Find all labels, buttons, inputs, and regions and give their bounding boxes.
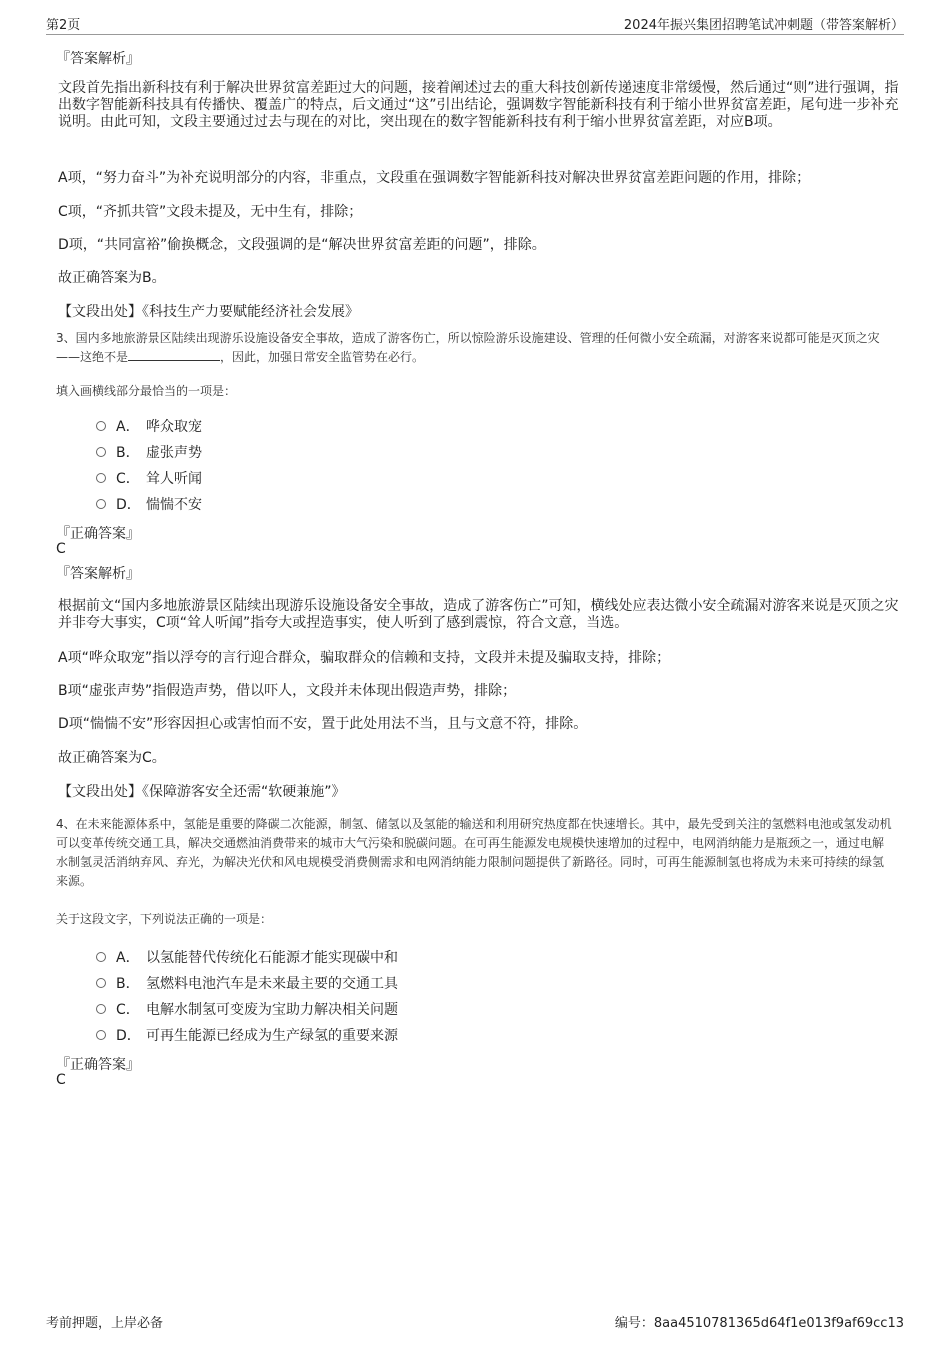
q3-option-a-analysis: A项“哗众取宠”指以浮夸的言行迎合群众，骗取群众的信赖和支持，文段并未提及骗取支持，排除； [58, 650, 671, 666]
radio-icon[interactable] [96, 1004, 106, 1014]
q2-analysis: 文段首先指出新科技有利于解决世界贫富差距过大的问题，接着阐述过去的重大科技创新传递速度非常缓慢，然后通过“则”进行强调，指出数字智能新科技具有传播快、覆盖广的特点，后文通过“这”引出结论，强调数字智能新科技有利于缩小世界贫富差距，尾句进一步补充说明。由此可知，文段主要通过过去与现在的对比，突出现在的数字智能新科技有利于缩小世界贫富差距，对应B项。 [58, 80, 899, 130]
q3-source: 【文段出处】《保障游客安全还需“软硬兼施”》 [58, 784, 346, 800]
q4-option-c[interactable]: C． 电解水制氢可变废为宝助力解决相关问题 [96, 999, 398, 1019]
q3-analysis-label: 『答案解析』 [56, 566, 140, 582]
q4-option-b[interactable]: B． 氢燃料电池汽车是未来最主要的交通工具 [96, 973, 398, 993]
radio-icon[interactable] [96, 447, 106, 457]
page-header [46, 14, 904, 35]
q2-conclusion: 故正确答案为B。 [58, 270, 166, 286]
q3-analysis: 根据前文“国内多地旅游景区陆续出现游乐设施设备安全事故，造成了游客伤亡”可知，横线处应表达微小安全疏漏对游客来说是灭顶之灾并非夸大事实，C项“耸人听闻”指夸大或捏造事实，使人听到了感到震惊，符合文意，当选。 [58, 598, 899, 631]
q3-answer: C [56, 541, 66, 557]
q4-option-a[interactable]: A． 以氢能替代传统化石能源才能实现碳中和 [96, 947, 398, 967]
q3-blank [128, 348, 220, 361]
q4-option-d[interactable]: D． 可再生能源已经成为生产绿氢的重要来源 [96, 1025, 398, 1045]
q3-option-c[interactable]: C． 耸人听闻 [96, 468, 202, 488]
q3-answer-label: 『正确答案』 [56, 526, 140, 542]
q4-prompt: 关于这段文字，下列说法正确的一项是： [56, 912, 273, 926]
radio-icon[interactable] [96, 421, 106, 431]
q3-stem [56, 329, 892, 367]
radio-icon[interactable] [96, 978, 106, 988]
q3-stem-before: 3、国内多地旅游景区陆续出现游乐设施设备安全事故，造成了游客伤亡，所以惊险游乐设施建设、管理的任何微小安全疏漏，对游客来说都可能是灭顶之灾——这绝不是 [56, 331, 880, 364]
q3-option-b[interactable]: B． 虚张声势 [96, 442, 202, 462]
page-number: 第2页 [46, 18, 81, 33]
q2-option-c-analysis: C项，“齐抓共管”文段未提及，无中生有，排除； [58, 204, 363, 220]
footer-serial: 编号：8aa4510781365d64f1e013f9af69cc13 [614, 1316, 904, 1331]
radio-icon[interactable] [96, 499, 106, 509]
q4-stem: 4、在未来能源体系中，氢能是重要的降碳二次能源，制氢、储氢以及氢能的输送和利用研究热度都在快速增长。其中，最先受到关注的氢燃料电池或氢发动机可以变革传统交通工具，解决交通燃油消费带来的城市大气污染和脱碳问题。在可再生能源发电规模快速增加的过程中，电网消纳能力是瓶颈之一，通过电解水制氢灵活消纳弃风、弃光，为解决光伏和风电规模受消费侧需求和电网消纳能力限制问题提供了新路径。同时，可再生能源制氢也将成为未来可持续的绿氢来源。 [56, 817, 892, 888]
radio-icon[interactable] [96, 1030, 106, 1040]
q4-answer-label: 『正确答案』 [56, 1057, 140, 1073]
q2-option-d-analysis: D项，“共同富裕”偷换概念，文段强调的是“解决世界贫富差距的问题”，排除。 [58, 237, 546, 253]
q3-prompt: 填入画横线部分最恰当的一项是： [56, 384, 237, 398]
q3-option-b-analysis: B项“虚张声势”指假造声势，借以吓人，文段并未体现出假造声势，排除； [58, 683, 517, 699]
q2-option-a-analysis: A项，“努力奋斗”为补充说明部分的内容，非重点，文段重在强调数字智能新科技对解决世界贫富差距问题的作用，排除； [58, 170, 811, 186]
q4-answer: C [56, 1072, 66, 1088]
q2-analysis-label: 『答案解析』 [56, 51, 140, 67]
q3-option-a[interactable]: A． 哗众取宠 [96, 416, 202, 436]
q2-source: 【文段出处】《科技生产力要赋能经济社会发展》 [58, 304, 359, 320]
q3-stem-after: ，因此，加强日常安全监管势在必行。 [220, 350, 425, 364]
q3-option-d-analysis: D项“惴惴不安”形容因担心或害怕而不安，置于此处用法不当，且与文意不符，排除。 [58, 716, 588, 732]
q3-conclusion: 故正确答案为C。 [58, 750, 166, 766]
q3-option-d[interactable]: D． 惴惴不安 [96, 494, 202, 514]
radio-icon[interactable] [96, 952, 106, 962]
radio-icon[interactable] [96, 473, 106, 483]
document-title: 2024年振兴集团招聘笔试冲刺题（带答案解析） [623, 18, 904, 33]
footer-slogan: 考前押题，上岸必备 [46, 1316, 164, 1331]
